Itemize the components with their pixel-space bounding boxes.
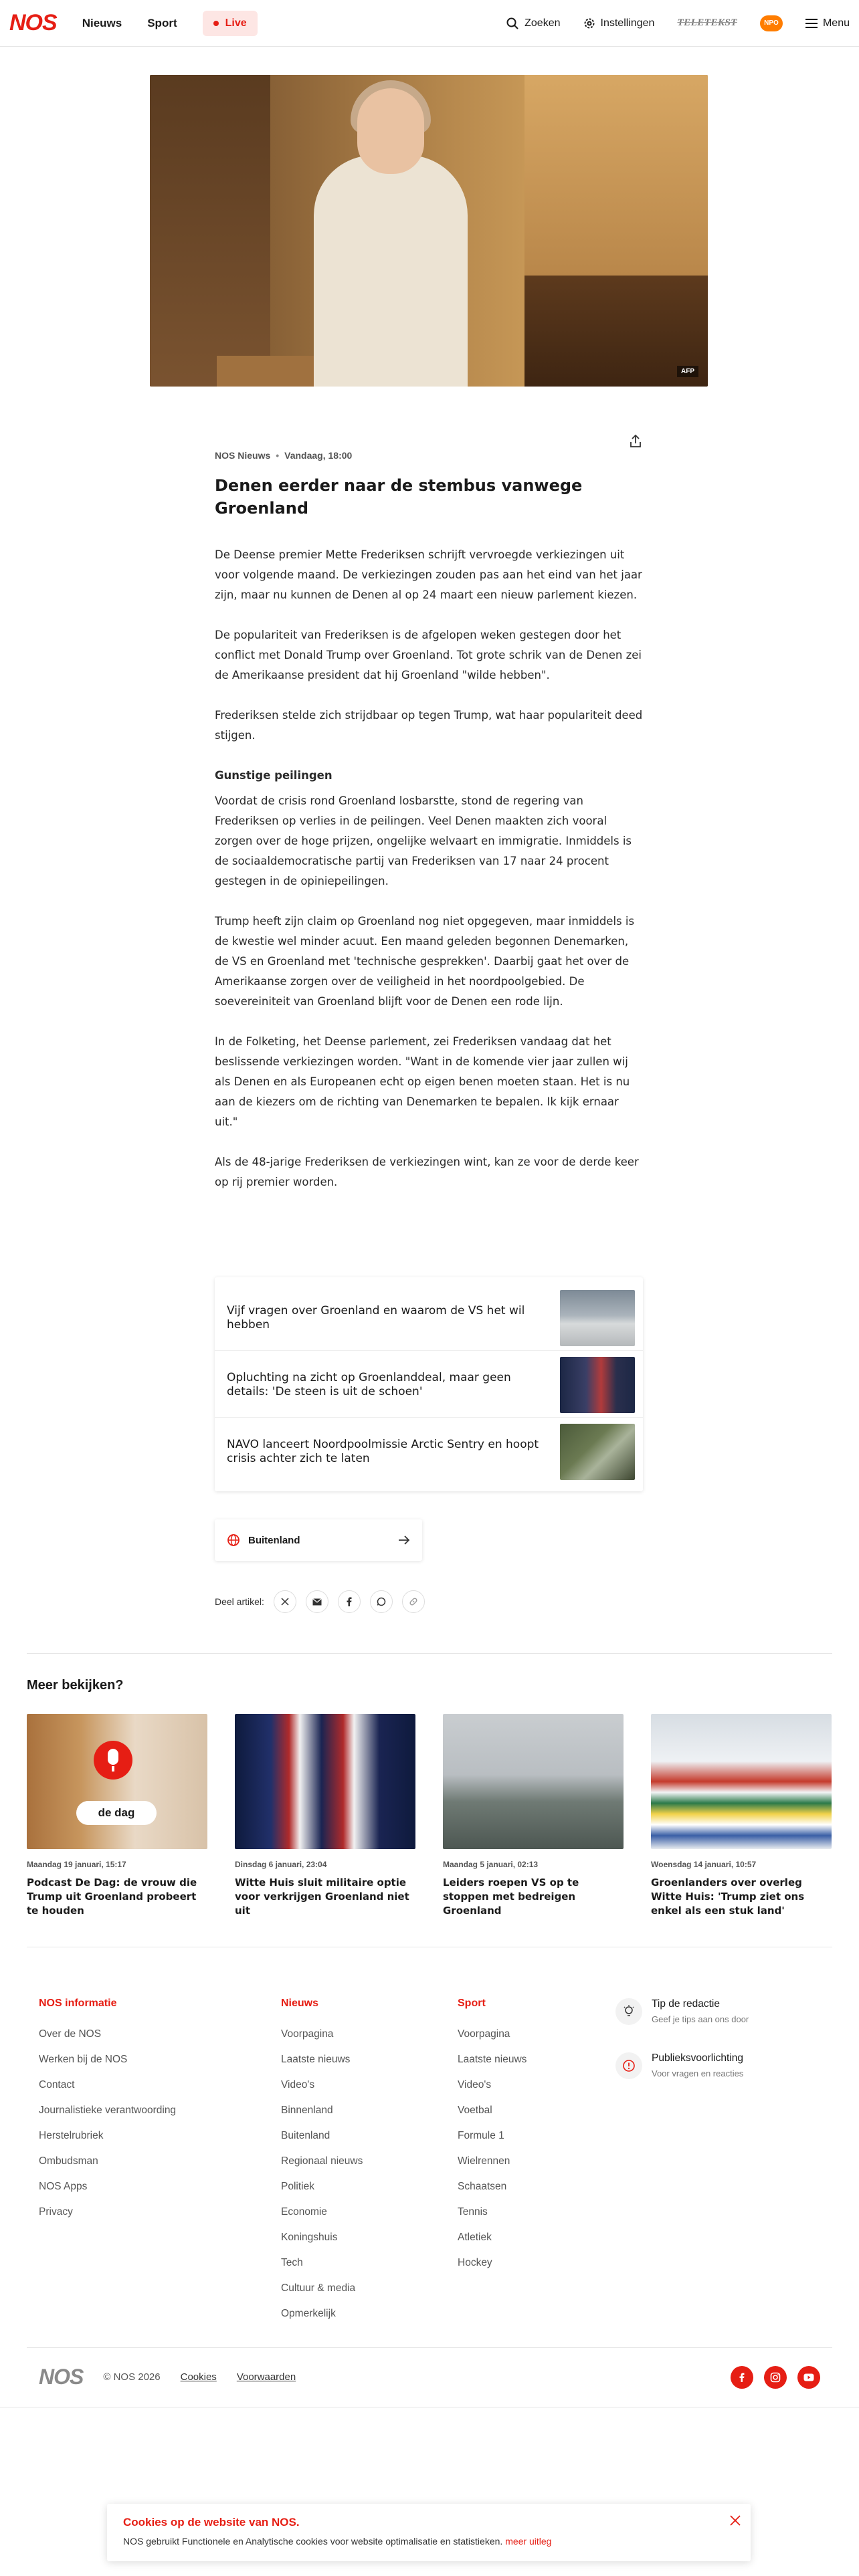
section-divider	[27, 1653, 832, 1654]
help-title: Publieksvoorlichting	[652, 2052, 743, 2064]
cookie-more-link[interactable]: meer uitleg	[505, 2536, 552, 2547]
nav-sport[interactable]: Sport	[147, 16, 177, 29]
tip-redactie-link[interactable]	[615, 1998, 749, 2025]
footer-bottom-bar	[0, 2347, 859, 2407]
search-button[interactable]	[506, 17, 560, 30]
lightbulb-icon	[615, 1998, 642, 2025]
footer-link[interactable]: Video's	[458, 2079, 492, 2090]
site-header	[0, 0, 859, 47]
article-paragraph: De populariteit van Frederiksen is de afgelopen weken gestegen door het conflict met Donald Trump over Groenland. Tot grote schrik van de Denen zei de Amerikaanse president dat hij Groenland "wilde hebben".	[215, 629, 642, 681]
share-email-button[interactable]	[306, 1590, 328, 1613]
voorwaarden-link[interactable]: Voorwaarden	[236, 2371, 296, 2383]
article-source: NOS Nieuws	[215, 450, 271, 461]
more-section-title: Meer bekijken?	[27, 1678, 124, 1693]
search-icon	[506, 17, 519, 30]
related-thumbnail	[560, 1290, 635, 1346]
live-dot-icon	[213, 21, 219, 26]
card-title: Leiders roepen VS op te stoppen met bedreigen Groenland	[443, 1876, 579, 1917]
footer-link[interactable]: Formule 1	[458, 2130, 504, 2141]
help-title: Tip de redactie	[652, 1998, 720, 2010]
card-title: Podcast De Dag: de vrouw die Trump uit Groenland probeert te houden	[27, 1876, 197, 1917]
footer-link[interactable]: Regionaal nieuws	[281, 2155, 363, 2167]
article-paragraph: Trump heeft zijn claim op Groenland nog niet opgegeven, maar inmiddels is de kwestie wel minder acuut. Een maand geleden begonnen Denemarken, de VS en Groenland met 'technische gesprekken'. Daarbij gaat het over de Amerikaanse zorgen over de veiligheid in het noordpoolgebied. De soevereiniteit van Groenland blijft voor de Denen een rode lijn.	[215, 915, 635, 1008]
close-icon	[729, 2514, 741, 2527]
link-icon	[409, 1597, 418, 1606]
footer-link[interactable]: Hockey	[458, 2257, 492, 2268]
cookies-link[interactable]: Cookies	[180, 2371, 217, 2383]
more-card[interactable]	[27, 1714, 207, 1918]
cookie-text: NOS gebruikt Functionele en Analytische cookies voor website optimalisatie en statistieken.	[123, 2536, 503, 2547]
teletekst-link[interactable]: TELETEKST	[677, 17, 737, 28]
cookie-text-row	[123, 2536, 735, 2547]
related-title: Vijf vragen over Groenland en waarom de VS het wil hebben	[227, 1303, 525, 1331]
footer-link[interactable]: Opmerkelijk	[281, 2308, 336, 2319]
copyright: © NOS 2026	[103, 2371, 161, 2383]
category-link-buitenland[interactable]	[215, 1519, 422, 1561]
footer-link[interactable]: Journalistieke verantwoording	[39, 2105, 177, 2116]
gear-icon	[583, 17, 595, 29]
article-title: Denen eerder naar de stembus vanwege Groenland	[215, 476, 583, 518]
article-body	[215, 545, 644, 1212]
settings-button[interactable]	[583, 17, 655, 29]
footer-heading: Sport	[458, 1998, 486, 2009]
microphone-icon	[94, 1741, 132, 1780]
image-credit: AFP	[677, 366, 698, 377]
youtube-button[interactable]	[797, 2366, 820, 2389]
x-icon	[281, 1598, 289, 1606]
globe-icon	[227, 1533, 240, 1547]
share-button[interactable]	[628, 433, 644, 452]
share-label: Deel artikel:	[215, 1596, 264, 1607]
footer-link[interactable]: Werken bij de NOS	[39, 2054, 128, 2065]
whatsapp-icon	[377, 1597, 386, 1606]
article-meta: NOS Nieuws • Vandaag, 18:00	[215, 450, 353, 461]
nos-logo[interactable]: NOS	[9, 10, 57, 35]
facebook-icon	[739, 2373, 745, 2382]
share-whatsapp-button[interactable]	[370, 1590, 393, 1613]
related-title: NAVO lanceert Noordpoolmissie Arctic Sentry en hoopt crisis achter zich te laten	[227, 1438, 539, 1465]
card-title: Groenlanders over overleg Witte Huis: 'Trump ziet ons enkel als een stuk land'	[651, 1876, 805, 1917]
card-date: Maandag 5 januari, 02:13	[443, 1860, 539, 1869]
footer-link[interactable]: Voetbal	[458, 2105, 492, 2116]
footer-link[interactable]: Atletiek	[458, 2232, 492, 2243]
article-time: Vandaag, 18:00	[284, 450, 353, 461]
related-thumbnail	[560, 1357, 635, 1413]
footer-link[interactable]: Binnenland	[281, 2105, 333, 2116]
footer-link[interactable]: NOS Apps	[39, 2181, 88, 2192]
card-date: Maandag 19 januari, 15:17	[27, 1860, 126, 1869]
footer-nieuws	[281, 1998, 363, 2327]
footer-link[interactable]: Politiek	[281, 2181, 314, 2192]
facebook-button[interactable]	[731, 2366, 753, 2389]
related-item[interactable]	[215, 1285, 643, 1351]
card-title: Witte Huis sluit militaire optie voor verkrijgen Groenland niet uit	[235, 1876, 409, 1917]
card-image	[27, 1714, 207, 1849]
article-paragraph: Als de 48-jarige Frederiksen de verkiezingen wint, kan ze voor de derde keer op rij premier worden.	[215, 1156, 639, 1188]
footer-link[interactable]: Buitenland	[281, 2130, 330, 2141]
hamburger-icon	[805, 19, 818, 28]
footer-link[interactable]: Voorpagina	[458, 2028, 510, 2040]
live-button[interactable]	[203, 11, 258, 36]
share-icon	[628, 433, 644, 449]
settings-label: Instellingen	[600, 17, 655, 29]
footer-link[interactable]: Voorpagina	[281, 2028, 334, 2040]
live-label: Live	[225, 17, 247, 29]
footer-link[interactable]: Herstelrubriek	[39, 2130, 104, 2141]
footer-sport	[458, 1998, 527, 2276]
related-title: Opluchting na zicht op Groenlanddeal, maar geen details: 'De steen is uit de schoen'	[227, 1370, 511, 1398]
share-x-button[interactable]	[274, 1590, 296, 1613]
menu-label: Menu	[822, 17, 850, 29]
footer-link[interactable]: Schaatsen	[458, 2181, 507, 2192]
footer-link[interactable]: Wielrennen	[458, 2155, 510, 2167]
more-card[interactable]	[651, 1714, 832, 1918]
more-card[interactable]	[235, 1714, 415, 1918]
instagram-icon	[770, 2372, 781, 2383]
footer-link[interactable]: Cultuur & media	[281, 2282, 356, 2294]
footer-link[interactable]: Tech	[281, 2257, 303, 2268]
article-paragraph: De Deense premier Mette Frederiksen schrijft vervroegde verkiezingen uit voor volgende maand. De verkiezingen zouden pas aan het eind van het jaar zijn, maar nu kunnen de Denen al op 24 maart een nieuw parlement kiezen.	[215, 548, 642, 601]
info-icon	[615, 2052, 642, 2079]
hero-image	[150, 75, 708, 387]
share-row	[215, 1590, 425, 1613]
menu-button[interactable]	[805, 17, 850, 29]
footer-link[interactable]: Tennis	[458, 2206, 488, 2218]
help-subtitle: Geef je tips aan ons door	[652, 2014, 749, 2024]
article-paragraph: Frederiksen stelde zich strijdbaar op tegen Trump, wat haar populariteit deed stijgen.	[215, 709, 643, 742]
article-paragraph: Voordat de crisis rond Groenland losbarstte, stond de regering van Frederiksen op verlies in de peilingen. Veel Denen maakten zich vooral zorgen over de hoge prijzen, ongelijke welvaart en immigratie. Inmiddels is de sociaaldemocratische partij van Frederiksen van 17 naar 24 procent gestegen in de opiniepeilingen.	[215, 794, 632, 887]
related-thumbnail	[560, 1424, 635, 1480]
card-date: Woensdag 14 januari, 10:57	[651, 1860, 757, 1869]
cookie-title: Cookies op de website van NOS.	[123, 2516, 300, 2529]
cookie-close-button[interactable]	[729, 2514, 741, 2530]
footer-link[interactable]: Ombudsman	[39, 2155, 98, 2167]
footer-link[interactable]: Privacy	[39, 2206, 73, 2218]
card-image	[651, 1714, 832, 1849]
facebook-icon	[347, 1597, 352, 1606]
article-subheading: Gunstige peilingen	[215, 769, 332, 782]
mail-icon	[312, 1598, 322, 1606]
nav-nieuws[interactable]: Nieuws	[82, 16, 122, 29]
arrow-right-icon	[398, 1535, 410, 1545]
footer-link[interactable]: Economie	[281, 2206, 327, 2218]
card-date: Dinsdag 6 januari, 23:04	[235, 1860, 327, 1869]
search-label: Zoeken	[524, 17, 561, 29]
card-image	[235, 1714, 415, 1849]
de-dag-badge: de dag	[76, 1801, 157, 1825]
npo-logo[interactable]: NPO	[760, 15, 783, 31]
footer-link[interactable]: Contact	[39, 2079, 75, 2090]
cookie-banner	[107, 2504, 751, 2561]
youtube-icon	[803, 2373, 814, 2381]
article-paragraph: In de Folketing, het Deense parlement, zei Frederiksen vandaag dat het beslissende verkiezingen worden. "Want in de komende vier jaar zullen wij als Denen en als Europeanen echt op eigen benen moeten staan. Het is nu aan de kiezers om de richting van Denemarken te bepalen. Ik kijk ernaar uit."	[215, 1035, 630, 1128]
share-facebook-button[interactable]	[338, 1590, 361, 1613]
footer-link[interactable]: Laatste nieuws	[458, 2054, 527, 2065]
footer-link[interactable]: Laatste nieuws	[281, 2054, 351, 2065]
more-card[interactable]	[443, 1714, 624, 1918]
footer-nos-info	[39, 1998, 176, 2225]
footer-heading: NOS informatie	[39, 1998, 117, 2009]
footer-link[interactable]: Video's	[281, 2079, 315, 2090]
related-articles	[215, 1277, 643, 1491]
related-item[interactable]	[215, 1352, 643, 1418]
category-label: Buitenland	[248, 1534, 300, 1546]
footer-link[interactable]: Over de NOS	[39, 2028, 102, 2040]
social-links	[720, 2366, 820, 2389]
card-image	[443, 1714, 624, 1849]
footer-link[interactable]: Koningshuis	[281, 2232, 338, 2243]
footer-heading: Nieuws	[281, 1998, 319, 2009]
header-actions	[483, 15, 850, 31]
publieksvoorlichting-link[interactable]	[615, 2052, 743, 2079]
share-link-button[interactable]	[402, 1590, 425, 1613]
help-subtitle: Voor vragen en reacties	[652, 2068, 744, 2078]
footer-nos-logo[interactable]: NOS	[39, 2365, 84, 2389]
instagram-button[interactable]	[764, 2366, 787, 2389]
related-item[interactable]	[215, 1419, 643, 1485]
